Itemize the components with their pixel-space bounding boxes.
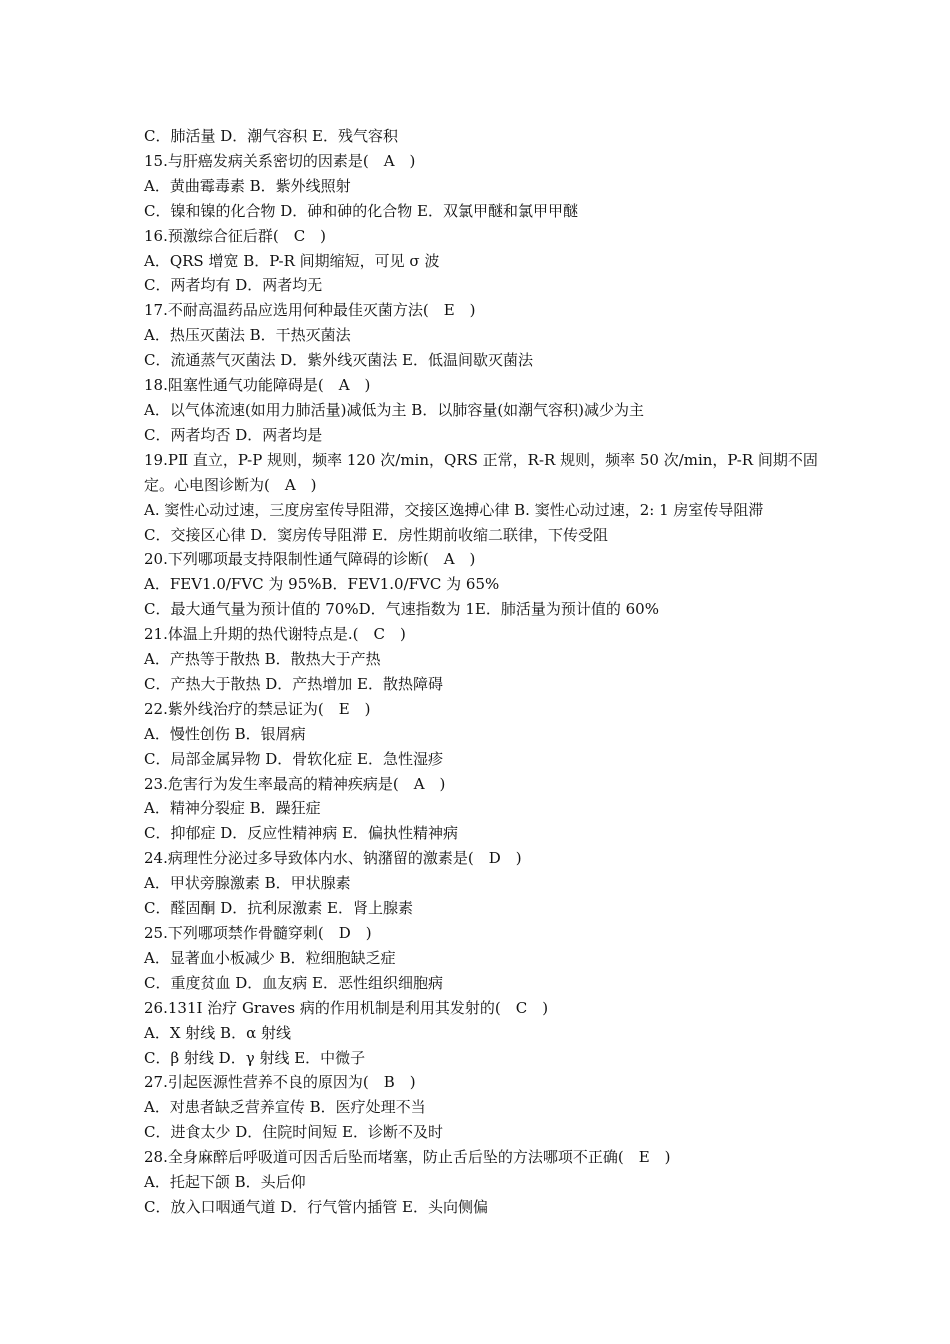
question-28: 28.全身麻醉后呼吸道可因舌后坠而堵塞，防止舌后坠的方法哪项不正确( E ) [144, 1148, 671, 1167]
question-21: 21.体温上升期的热代谢特点是.( C ) [144, 625, 406, 644]
question-24: 24.病理性分泌过多导致体内水、钠潴留的激素是( D ) [144, 849, 522, 868]
question-22: 22.紫外线治疗的禁忌证为( E ) [144, 699, 371, 718]
text-line: A．黄曲霉毒素 B．紫外线照射 [144, 176, 351, 195]
text-line: A．显著血小板减少 B．粒细胞缺乏症 [144, 948, 396, 967]
question-20: 20.下列哪项最支持限制性通气障碍的诊断( A ) [144, 550, 476, 569]
question-27: 27.引起医源性营养不良的原因为( B ) [144, 1073, 416, 1092]
text-line: A．对患者缺乏营养宣传 B．医疗处理不当 [144, 1098, 426, 1117]
question-17: 17.不耐高温药品应选用何种最佳灭菌方法( E ) [144, 301, 476, 320]
text-line: A．FEV1.0/FVC 为 95%B．FEV1.0/FVC 为 65% [144, 575, 500, 594]
text-line: A．慢性创伤 B．银屑病 [144, 724, 306, 743]
text-line: A．托起下颌 B．头后仰 [144, 1173, 306, 1192]
text-line: C．进食太少 D．住院时间短 E．诊断不及时 [144, 1123, 443, 1142]
text-line: C．两者均否 D．两者均是 [144, 425, 323, 444]
text-line: A. 窦性心动过速，三度房室传导阻滞，交接区逸搏心律 B. 窦性心动过速，2: 1 房室传导阻滞 [144, 500, 764, 519]
question-19: 19.PⅡ 直立，P-P 规则，频率 120 次/min，QRS 正常，R-R 规则，频率 50 次/min，P-R 间期不固 [144, 450, 818, 469]
text-line: C．最大通气量为预计值的 70%D．气速指数为 1E．肺活量为预计值的 60% [144, 600, 659, 619]
text-line: 定。心电图诊断为( A ) [144, 475, 317, 494]
text-line: C．镍和镍的化合物 D．砷和砷的化合物 E．双氯甲醚和氯甲甲醚 [144, 201, 578, 220]
text-line: A．X 射线 B．α 射线 [144, 1023, 291, 1042]
text-line: A．以气体流速(如用力肺活量)减低为主 B．以肺容量(如潮气容积)减少为主 [144, 400, 645, 419]
text-line: C．肺活量 D．潮气容积 E．残气容积 [144, 127, 398, 145]
question-16: 16.预激综合征后群( C ) [144, 226, 327, 245]
text-line: C．产热大于散热 D．产热增加 E．散热障碍 [144, 674, 443, 693]
text-line: C．醛固酮 D．抗利尿激素 E．肾上腺素 [144, 899, 413, 918]
text-line: C．抑郁症 D．反应性精神病 E．偏执性精神病 [144, 824, 458, 843]
question-25: 25.下列哪项禁作骨髓穿刺( D ) [144, 924, 372, 942]
text-line: A．精神分裂症 B．躁狂症 [144, 799, 321, 818]
text-line: A．热压灭菌法 B．干热灭菌法 [144, 326, 351, 345]
question-23: 23.危害行为发生率最高的精神疾病是( A ) [144, 774, 446, 793]
question-26: 26.131I 治疗 Graves 病的作用机制是利用其发射的( C ) [144, 998, 549, 1017]
text-line: A．甲状旁腺激素 B．甲状腺素 [144, 874, 351, 893]
text-line: C．β 射线 D．γ 射线 E．中微子 [144, 1048, 366, 1067]
text-line: C．重度贫血 D．血友病 E．恶性组织细胞病 [144, 973, 443, 992]
text-line: A．QRS 增宽 B．P-R 间期缩短，可见 σ 波 [144, 251, 440, 270]
question-18: 18.阻塞性通气功能障碍是( A ) [144, 376, 371, 395]
question-list [144, 124, 818, 1220]
text-line: C．局部金属异物 D．骨软化症 E．急性湿疹 [144, 749, 443, 768]
text-line: C．交接区心律 D．窦房传导阻滞 E．房性期前收缩二联律，下传受阻 [144, 525, 608, 544]
text-line: C．放入口咽通气道 D．行气管内插管 E．头向侧偏 [144, 1197, 488, 1216]
text-line: A．产热等于散热 B．散热大于产热 [144, 650, 381, 669]
text-line: C．流通蒸气灭菌法 D．紫外线灭菌法 E．低温间歇灭菌法 [144, 351, 533, 370]
question-15: 15.与肝癌发病关系密切的因素是( A ) [144, 151, 416, 170]
text-line: C．两者均有 D．两者均无 [144, 276, 323, 295]
